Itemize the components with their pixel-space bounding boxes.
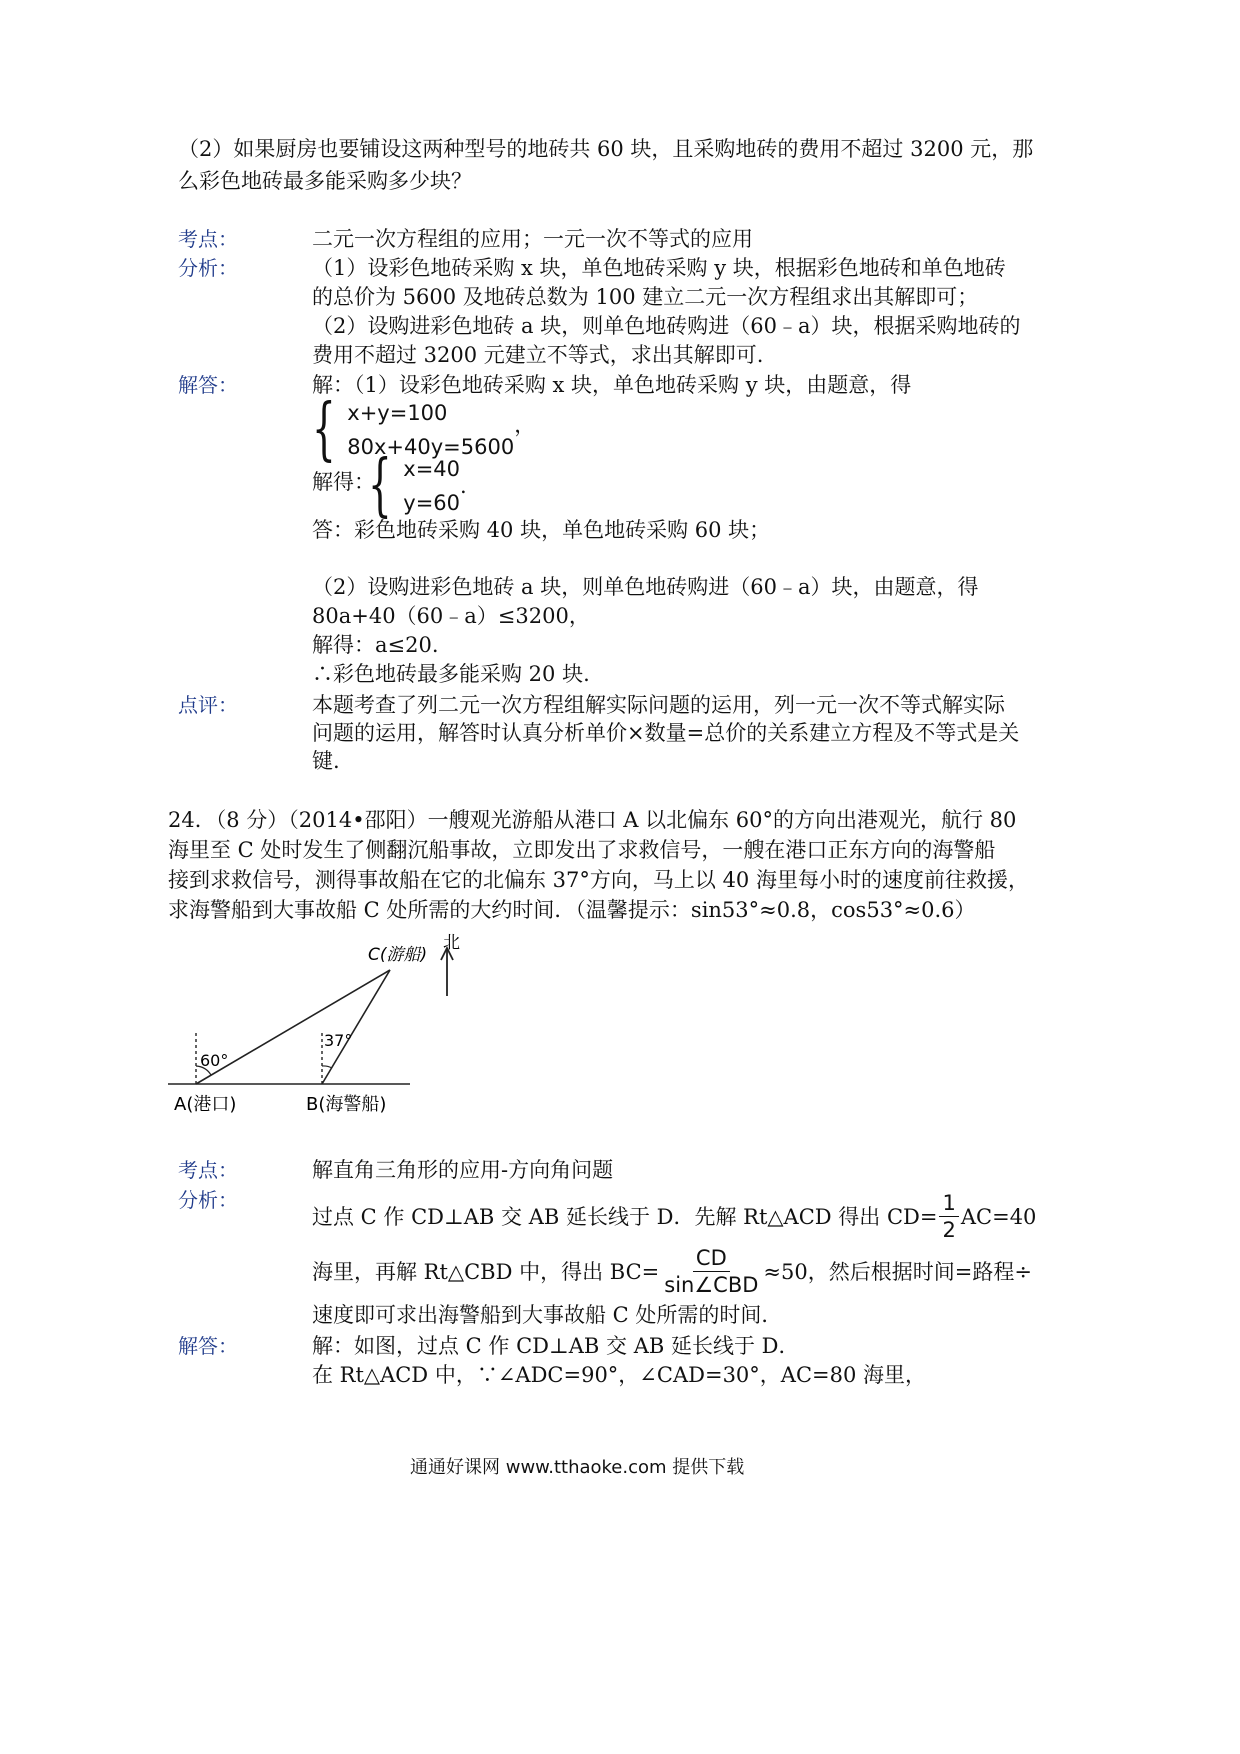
kaodian-label: 考点： [178,1158,238,1182]
angle-a: 60° [200,1051,229,1070]
equation: y=60 [403,491,461,515]
jiede-prefix: 解得： [312,470,375,494]
kaodian-text: 解直角三角形的应用-方向角问题 [312,1158,614,1182]
segment-bc [322,970,390,1084]
q24-line: 接到求救信号，测得事故船在它的北偏东 37°方向，马上以 40 海里每小时的速度前往救援， [168,868,1029,892]
dianping-label: 点评： [178,693,238,717]
fraction [661,1245,761,1298]
jieda-label: 解答： [178,1334,238,1358]
q23-part2-line1: （2）如果厨房也要铺设这两种型号的地砖共 60 块，且采购地砖的费用不超过 3200 元，那 [178,137,1034,161]
equation: 80x+40y=5600 [347,435,515,459]
fenxi-text: 过点 C 作 CD⊥AB 交 AB 延长线于 D．先解 Rt△ACD 得出 CD= [312,1204,938,1229]
fenxi-line: 费用不超过 3200 元建立不等式，求出其解即可. [312,343,764,367]
angle-arc-b [322,1066,332,1068]
dianping-line: 问题的运用，解答时认真分析单价×数量=总价的关系建立方程及不等式是关 [312,721,1020,745]
fraction-denominator: 2 [942,1218,956,1242]
fenxi-line: 速度即可求出海警船到大事故船 C 处所需的时间． [312,1303,783,1327]
dianping-line: 本题考查了列二元一次方程组解实际问题的运用，列一元一次不等式解实际 [312,693,1005,717]
fenxi-label: 分析： [178,1188,238,1212]
geometry-figure [160,930,460,1130]
fenxi-line: 的总价为 5600 及地砖总数为 100 建立二元一次方程组求出其解即可； [312,285,979,309]
angle-b: 37° [324,1031,353,1050]
equation: x=40 [403,457,461,481]
dianping-line: 键. [312,749,340,773]
q23-part2-line2: 么彩色地砖最多能采购多少块？ [178,169,472,193]
label-a: A(港口) [174,1094,237,1115]
fraction-numerator: CD [693,1245,730,1272]
label-north: 北 [443,933,460,953]
fenxi-text: ≈50，然后根据时间=路程÷ [763,1259,1032,1284]
page-footer: 通通好课网 www.tthaoke.com 提供下载 [410,1457,745,1478]
q24-line: 24．（8 分）（2014•邵阳）一艘观光游船从港口 A 以北偏东 60°的方向出港观光，航行 80 [168,808,1017,832]
kaodian-label: 考点： [178,227,238,251]
equation-system-2 [368,446,467,525]
jieda-line: 解：（1）设彩色地砖采购 x 块，单色地砖采购 y 块，由题意，得 [312,373,912,397]
part2-line: （2）设购进彩色地砖 a 块，则单色地砖购进（60﹣a）块，由题意，得 [312,575,979,599]
fenxi-text: AC=40 [960,1204,1037,1229]
part2-line: ∴彩色地砖最多能采购 20 块. [312,662,590,686]
fenxi-label: 分析： [178,256,238,280]
answer-line: 答：彩色地砖采购 40 块，单色地砖采购 60 块； [312,518,771,542]
fraction-denominator: sin∠CBD [664,1273,759,1297]
fraction-numerator: 1 [939,1190,958,1217]
kaodian-text: 二元一次方程组的应用；一元一次不等式的应用 [312,227,753,251]
fenxi-text: 海里，再解 Rt△CBD 中，得出 BC= [312,1259,660,1284]
fenxi-line: （1）设彩色地砖采购 x 块，单色地砖采购 y 块，根据彩色地砖和单色地砖 [312,256,1006,280]
fraction [939,1190,958,1243]
punctuation: ， [514,413,536,437]
punctuation: . [460,474,467,498]
part2-line: 解得：a≤20. [312,633,439,657]
equation: x+y=100 [347,401,448,425]
label-b: B(海警船) [306,1094,387,1115]
fenxi-line: （2）设购进彩色地砖 a 块，则单色地砖购进（60﹣a）块，根据采购地砖的 [312,314,1021,338]
q24-line: 海里至 C 处时发生了侧翻沉船事故，立即发出了求救信号，一艘在港口正东方向的海警船 [168,838,996,862]
brace-icon: { [368,446,392,525]
label-c: C(游船) [368,945,428,965]
jieda-line: 解：如图，过点 C 作 CD⊥AB 交 AB 延长线于 D． [312,1334,800,1358]
fenxi-line [312,1190,1036,1243]
brace-icon: { [312,390,336,469]
part2-line: 80a+40（60﹣a）≤3200， [312,604,590,628]
q24-line: 求海警船到大事故船 C 处所需的大约时间．（温馨提示：sin53°≈0.8，cos53°≈0.6） [168,898,976,922]
fenxi-line [312,1245,1032,1298]
jieda-line: 在 Rt△ACD 中，∵∠ADC=90°，∠CAD=30°，AC=80 海里， [312,1363,927,1387]
jieda-label: 解答： [178,373,238,397]
